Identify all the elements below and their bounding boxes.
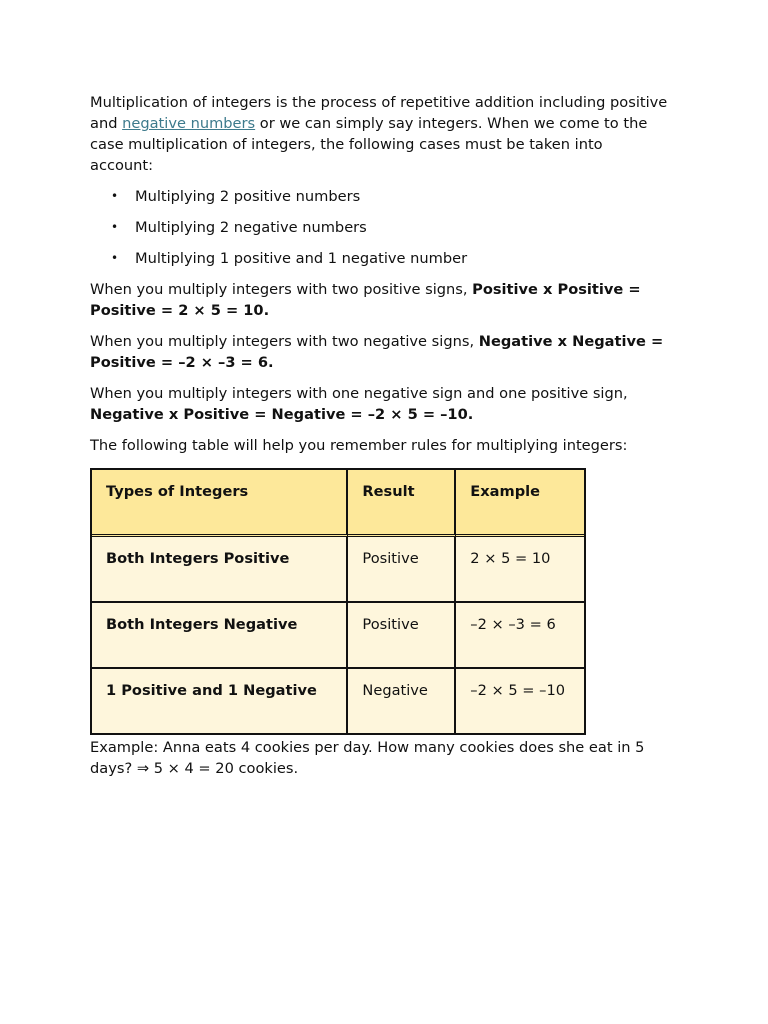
list-item: • Multiplying 1 positive and 1 negative number xyxy=(135,248,670,269)
rules-table xyxy=(90,468,586,735)
rule-text: When you multiply integers with two negative signs, xyxy=(90,333,479,350)
table-header-row xyxy=(92,470,584,537)
rule-positive-positive xyxy=(90,279,670,321)
table-row xyxy=(92,537,584,603)
rule-negative-positive xyxy=(90,383,670,425)
cell-example: –2 × –3 = 6 xyxy=(456,603,584,669)
example-paragraph: Example: Anna eats 4 cookies per day. How many cookies does she eat in 5 days? ⇒ 5 × 4 = 20 cookies. xyxy=(90,739,645,777)
intro-paragraph xyxy=(90,92,670,176)
cell-result: Positive xyxy=(348,537,456,603)
intro-text-end: or we can simply say integers. When we come to the case multiplication of integers, the following cases must be taken into account: xyxy=(90,115,648,174)
cases-list xyxy=(90,186,670,269)
table-row xyxy=(92,603,584,669)
cell-example: 2 × 5 = 10 xyxy=(456,537,584,603)
header-result: Result xyxy=(348,470,456,537)
cell-result: Positive xyxy=(348,603,456,669)
cell-result: Negative xyxy=(348,669,456,733)
rule-text: When you multiply integers with two positive signs, xyxy=(90,281,473,298)
list-item: • Multiplying 2 negative numbers xyxy=(135,217,670,238)
rule-bold: Negative x Positive = Negative = –2 × 5 = –10. xyxy=(90,406,474,423)
table-intro: The following table will help you remember rules for multiplying integers: xyxy=(90,437,628,454)
cell-example: –2 × 5 = –10 xyxy=(456,669,584,733)
cell-type: Both Integers Positive xyxy=(92,537,348,603)
table-row xyxy=(92,669,584,733)
header-types: Types of Integers xyxy=(92,470,348,537)
intro-text-start: Multiplication of integers is the process of repetitive addition including positive and xyxy=(90,94,668,132)
negative-numbers-link[interactable]: negative numbers xyxy=(122,115,256,132)
rule-bold: Negative x Negative = Positive = –2 × –3 = 6. xyxy=(90,333,664,371)
article-body xyxy=(90,92,670,789)
cell-type: Both Integers Negative xyxy=(92,603,348,669)
rule-bold: Positive x Positive = Positive = 2 × 5 = 10. xyxy=(90,281,641,319)
list-item: • Multiplying 2 positive numbers xyxy=(135,186,670,207)
rule-text: When you multiply integers with one negative sign and one positive sign, xyxy=(90,385,628,402)
cell-type: 1 Positive and 1 Negative xyxy=(92,669,348,733)
rule-negative-negative xyxy=(90,331,670,373)
header-example: Example xyxy=(456,470,584,537)
